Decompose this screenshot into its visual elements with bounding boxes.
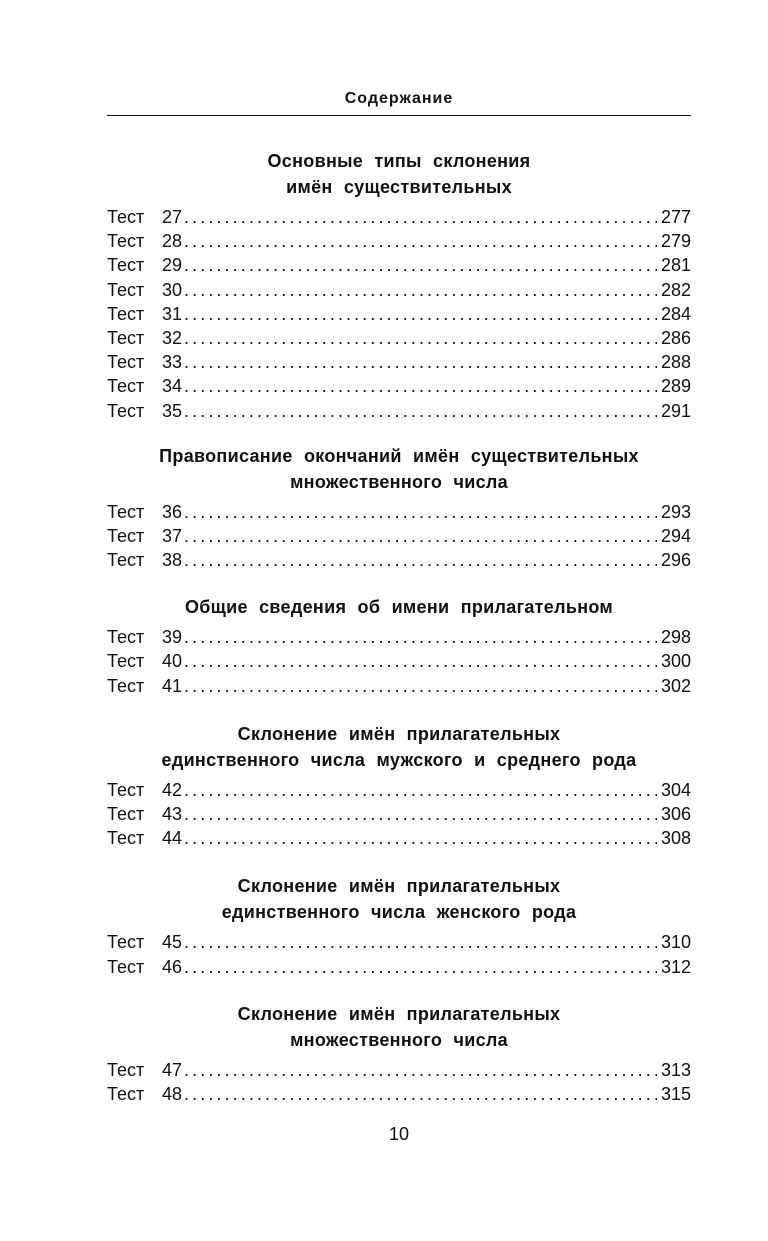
toc-entry-number: 38 — [162, 550, 183, 571]
toc-entry[interactable] — [107, 955, 691, 979]
toc-entry[interactable] — [107, 302, 691, 326]
dot-leader — [184, 1082, 657, 1106]
section-spacer — [107, 979, 691, 1001]
toc-entry-number: 48 — [162, 1083, 183, 1104]
toc-entry-label: Тест — [107, 550, 145, 571]
toc-entry-number: 27 — [162, 207, 183, 227]
toc-entry-page: 302 — [660, 675, 691, 696]
toc-entry-number: 46 — [162, 956, 183, 977]
toc-entry[interactable] — [107, 649, 691, 673]
section-title — [107, 1001, 691, 1053]
toc-section — [107, 873, 691, 978]
toc-entry-number: 43 — [162, 804, 183, 824]
section-spacer — [107, 698, 691, 721]
dot-leader — [184, 500, 657, 524]
toc-entry[interactable] — [107, 253, 691, 277]
toc-entry[interactable] — [107, 399, 691, 423]
toc-entry[interactable] — [107, 524, 691, 548]
dot-leader — [184, 374, 657, 398]
toc-entry-label: Тест — [107, 231, 145, 252]
toc-entry[interactable] — [107, 500, 691, 524]
toc-entry[interactable] — [107, 826, 691, 850]
toc-entry-page: 279 — [660, 231, 691, 252]
toc-entry-label: Тест — [107, 932, 145, 953]
toc-entry-page: 282 — [660, 279, 691, 300]
toc-entry-number: 31 — [162, 303, 183, 324]
toc-entry-label: Тест — [107, 525, 145, 546]
toc-entry-label: Тест — [107, 627, 145, 648]
toc-entry-page: 286 — [660, 327, 691, 348]
section-title-line: Правописание окончаний имён существительных — [159, 445, 639, 466]
toc-section — [107, 594, 691, 698]
toc-entry-label: Тест — [107, 352, 145, 373]
toc-entry-number: 41 — [162, 675, 183, 696]
dot-leader — [184, 350, 657, 374]
toc-entry[interactable] — [107, 625, 691, 649]
toc-entry-number: 35 — [162, 400, 183, 421]
section-title-line: Склонение имён прилагательных — [237, 723, 561, 744]
dot-leader — [184, 205, 657, 229]
toc-entry-label: Тест — [107, 779, 145, 800]
toc-entry-page: 313 — [660, 1059, 691, 1080]
toc-entry-page: 312 — [660, 956, 691, 977]
toc-entry-label: Тест — [107, 956, 145, 977]
toc-section — [107, 443, 691, 573]
toc-entry-label: Тест — [107, 651, 145, 672]
toc-entry[interactable] — [107, 778, 691, 802]
toc-entry-page: 289 — [660, 376, 691, 397]
toc-entry-number: 42 — [162, 779, 183, 800]
section-title-line: Склонение имён прилагательных — [237, 876, 561, 897]
toc-entry-page: 310 — [660, 932, 691, 953]
dot-leader — [184, 930, 657, 954]
toc-entry-page: 298 — [660, 627, 691, 648]
section-title-line: Склонение имён прилагательных — [237, 1003, 561, 1024]
toc-entry-page: 284 — [660, 303, 691, 324]
toc-entry-label: Тест — [107, 327, 145, 348]
dot-leader — [184, 278, 657, 302]
toc-entry-number: 40 — [162, 651, 183, 672]
toc-entry-number: 34 — [162, 376, 183, 397]
toc-entry-number: 47 — [162, 1059, 183, 1080]
toc-entry-number: 30 — [162, 279, 183, 300]
toc-entry-page: 281 — [660, 255, 691, 276]
section-title-line: множественного числа — [290, 1029, 508, 1050]
toc-entry-page: 288 — [660, 352, 691, 373]
dot-leader — [184, 778, 657, 802]
toc-entry-label: Тест — [107, 675, 145, 696]
toc-entry-number: 37 — [162, 525, 183, 546]
toc-entry[interactable] — [107, 1058, 691, 1082]
dot-leader — [184, 229, 657, 253]
section-title — [107, 148, 691, 200]
dot-leader — [184, 826, 657, 850]
toc-section — [107, 721, 691, 851]
toc-entry[interactable] — [107, 350, 691, 374]
section-title-line: Основные типы склонения — [267, 151, 531, 171]
toc-entry-label: Тест — [107, 255, 145, 276]
dot-leader — [184, 548, 657, 572]
toc-entry-label: Тест — [107, 1059, 145, 1080]
toc-entry[interactable] — [107, 326, 691, 350]
section-spacer — [107, 850, 691, 873]
toc-entry[interactable] — [107, 374, 691, 398]
toc-entry[interactable] — [107, 205, 691, 229]
toc-entry-number: 32 — [162, 327, 183, 348]
toc-entry[interactable] — [107, 802, 691, 826]
toc-entry-page: 296 — [660, 550, 691, 571]
toc-entry[interactable] — [107, 229, 691, 253]
toc-entry-page: 315 — [660, 1083, 691, 1104]
toc-entry-page: 291 — [660, 400, 691, 421]
toc-entry-page: 294 — [660, 525, 691, 546]
dot-leader — [184, 524, 657, 548]
section-spacer — [107, 423, 691, 443]
running-head: Содержание — [344, 90, 454, 107]
section-title-line: Общие сведения об имени прилагательном — [184, 597, 614, 618]
toc-entry-number: 45 — [162, 932, 183, 953]
dot-leader — [184, 326, 657, 350]
dot-leader — [184, 1058, 657, 1082]
dot-leader — [184, 625, 657, 649]
toc-entry-page: 304 — [660, 779, 691, 800]
toc-entry-label: Тест — [107, 207, 145, 227]
toc-entry-page: 306 — [660, 804, 691, 824]
toc-entry-number: 44 — [162, 828, 183, 849]
toc-section — [107, 1001, 691, 1106]
dot-leader — [184, 802, 657, 826]
toc-entry-page: 300 — [660, 651, 691, 672]
dot-leader — [184, 674, 657, 698]
dot-leader — [184, 399, 657, 423]
toc-entry-label: Тест — [107, 376, 145, 397]
dot-leader — [184, 649, 657, 673]
table-of-contents — [107, 148, 691, 1106]
toc-entry-page: 293 — [660, 501, 691, 522]
section-title — [107, 873, 691, 925]
toc-entry-label: Тест — [107, 828, 145, 849]
section-title — [107, 594, 691, 620]
toc-entry-label: Тест — [107, 279, 145, 300]
section-spacer — [107, 572, 691, 594]
header-rule — [107, 115, 691, 116]
toc-entry-number: 39 — [162, 627, 183, 648]
toc-entry-number: 28 — [162, 231, 183, 252]
section-title — [107, 443, 691, 495]
section-title-line: единственного числа женского рода — [221, 902, 577, 923]
dot-leader — [184, 955, 657, 979]
section-title-line: имён существительных — [286, 177, 512, 197]
toc-entry-label: Тест — [107, 400, 145, 421]
toc-entry-label: Тест — [107, 501, 145, 522]
toc-entry[interactable] — [107, 930, 691, 954]
toc-entry-label: Тест — [107, 804, 145, 824]
toc-entry[interactable] — [107, 278, 691, 302]
section-title-line: множественного числа — [290, 471, 508, 492]
section-title — [107, 721, 691, 773]
dot-leader — [184, 253, 657, 277]
toc-section — [107, 148, 691, 423]
toc-entry-number: 36 — [162, 501, 183, 522]
page-number: 10 — [388, 1124, 410, 1144]
toc-entry-label: Тест — [107, 1083, 145, 1104]
toc-entry-page: 277 — [660, 207, 691, 227]
toc-entry-page: 308 — [660, 828, 691, 849]
dot-leader — [184, 302, 657, 326]
toc-entry-number: 33 — [162, 352, 183, 373]
toc-entry-number: 29 — [162, 255, 183, 276]
toc-entry[interactable] — [107, 1082, 691, 1106]
toc-entry[interactable] — [107, 548, 691, 572]
toc-entry-label: Тест — [107, 303, 145, 324]
toc-entry[interactable] — [107, 674, 691, 698]
section-title-line: единственного числа мужского и среднего рода — [161, 749, 637, 770]
